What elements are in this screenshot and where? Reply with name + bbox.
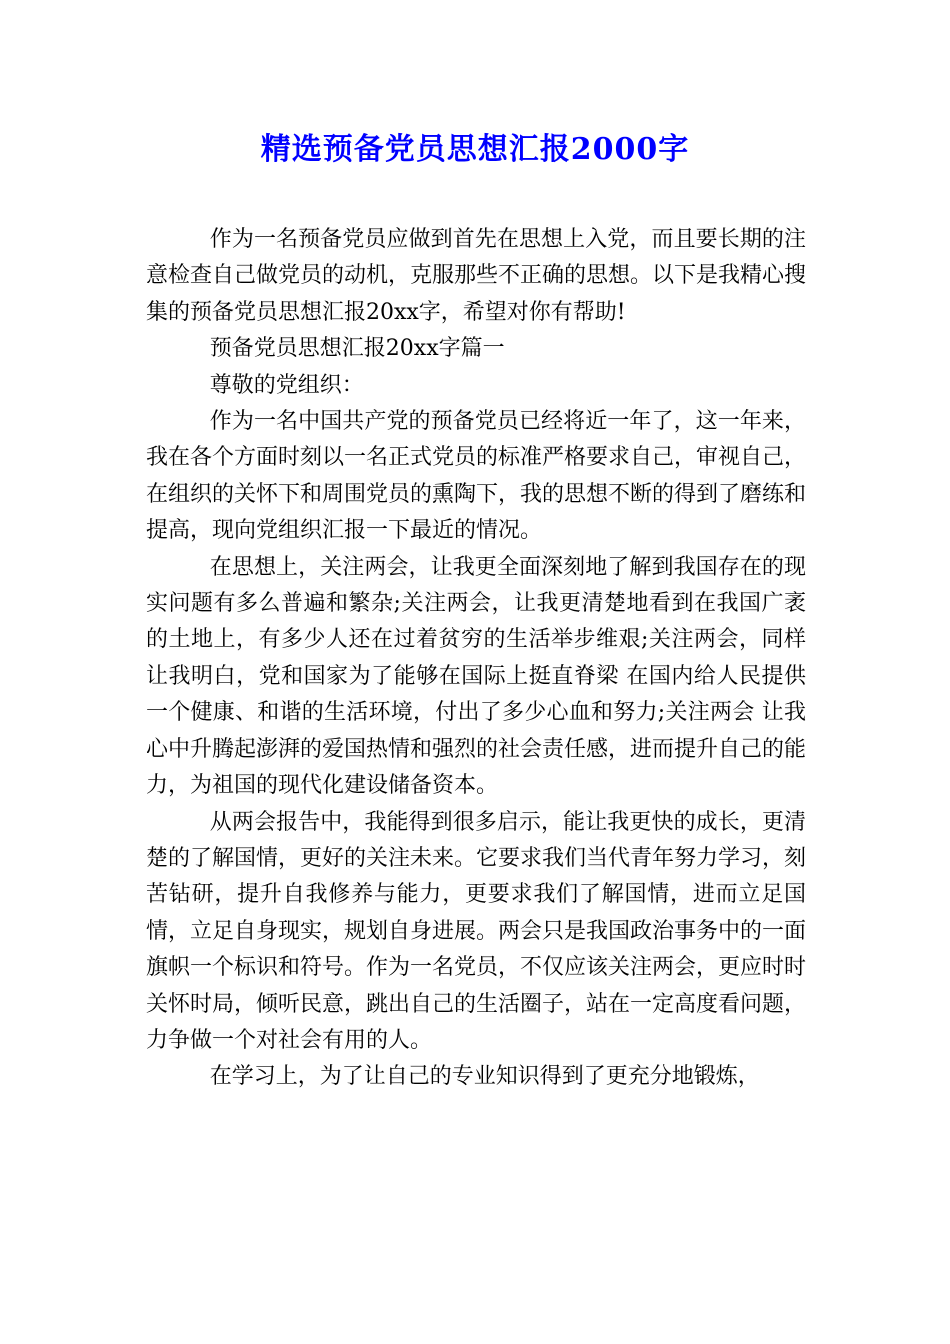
- paragraph-body: 在思想上，关注两会，让我更全面深刻地了解到我国存在的现实问题有多么普遍和繁杂;关注两会，让我更清楚地看到在我国广袤的土地上，有多少人还在过着贫穷的生活举步维艰;关注两会，同样让我明白，党和国家为了能够在国际上挺直脊梁 在国内给人民提供一个健康、和谐的生活环境，付出了多少心血和努力;关注两会 让我心中升腾起澎湃的爱国热情和强烈的社会责任感，进而提升自己的能力，为祖国的现代化建设储备资本。: [146, 554, 807, 799]
- paragraph-body: 从两会报告中，我能得到很多启示，能让我更快的成长，更清楚的了解国情，更好的关注未来。它要求我们当代青年努力学习，刻苦钻研，提升自我修养与能力，更要求我们了解国情，进而立足国情，立足自身现实，规划自身进展。两会只是我国政治事务中的一面旗帜一个标识和符号。作为一名党员，不仅应该关注两会，更应时时关怀时局，倾听民意，跳出自己的生活圈子，站在一定高度看问题，力争做一个对社会有用的人。: [146, 809, 807, 1053]
- paragraph-intro: 作为一名预备党员应做到首先在思想上入党，而且要长期的注意检查自己做党员的动机，克服那些不正确的思想。以下是我精心搜集的预备党员思想汇报20xx字，希望对你有帮助!: [146, 227, 807, 325]
- paragraph-body: 在学习上，为了让自己的专业知识得到了更充分地锻炼，: [209, 1064, 760, 1090]
- paragraph-section-heading: 预备党员思想汇报20xx字篇一: [209, 336, 505, 362]
- document-title: 精选预备党员思想汇报2000字: [260, 132, 690, 167]
- paragraph-body: 作为一名中国共产党的预备党员已经将近一年了，这一年来，我在各个方面时刻以一名正式党员的标准严格要求自己，审视自己，在组织的关怀下和周围党员的熏陶下，我的思想不断的得到了磨练和提高，现向党组织汇报一下最近的情况。: [146, 409, 807, 544]
- document-body: [146, 222, 806, 1096]
- paragraph-salutation: 尊敬的党组织：: [209, 372, 364, 398]
